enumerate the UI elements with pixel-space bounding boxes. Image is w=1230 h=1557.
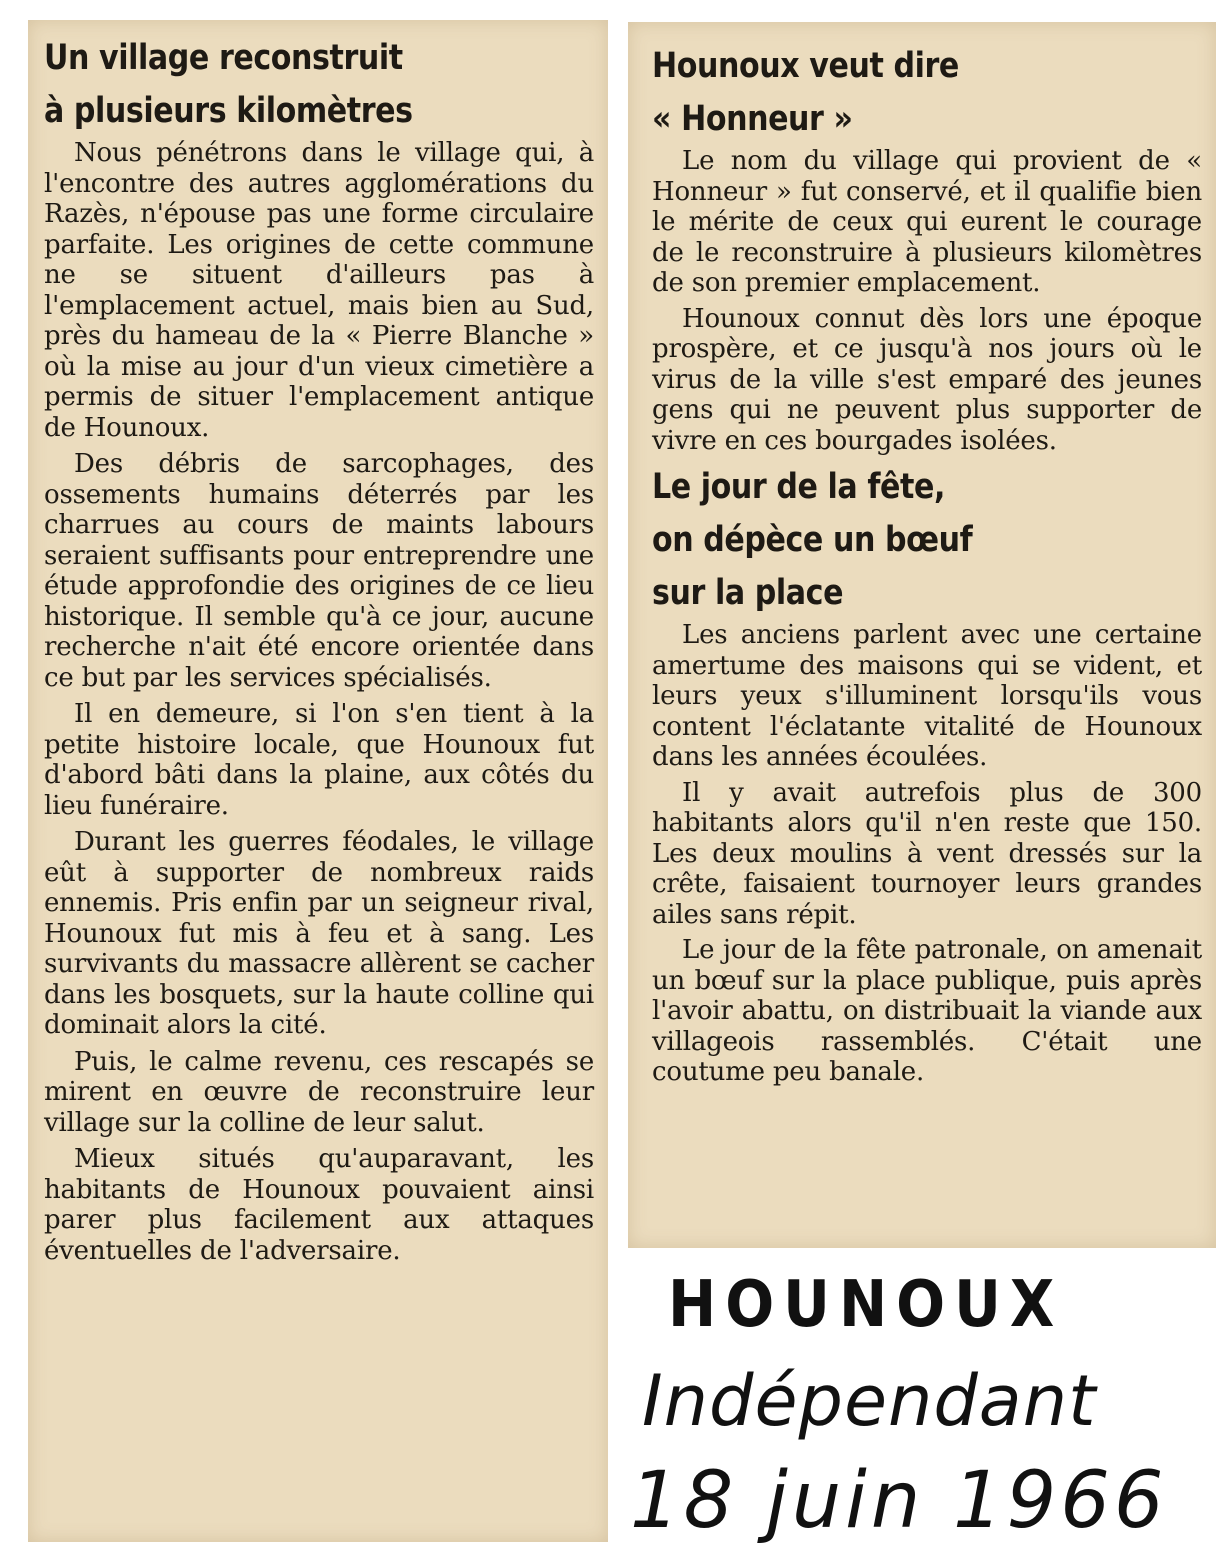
clipping-left [28, 20, 608, 1542]
clipping-right [628, 22, 1216, 1248]
paragraph: Des débris de sarcophages, des ossements humains déterrés par les charrues au cours de maints labours seraient suffisants pour entreprendre une étude approfondie des origines de ce lieu historique. Il semble qu'à ce jour, aucune recherche n'ait été encore orientée dans ce but par les services spécialisés. [44, 449, 594, 693]
headline-left-line-1: Un village reconstruit [44, 38, 403, 78]
paragraph: Hounoux connut dès lors une époque prospère, et ce jusqu'à nos jours où le virus de la ville s'est emparé des jeunes gens qui ne peuvent plus supporter de vivre en ces bourgades isolées. [652, 303, 1202, 456]
headline-right-2-line-1: Le jour de la fête, [652, 467, 945, 507]
handwritten-newspaper: Indépendant [642, 1360, 1097, 1442]
headline-right-1-line-1: Hounoux veut dire [652, 46, 959, 86]
paragraph: Les anciens parlent avec une certaine amertume des maisons qui se vident, et leurs yeux s'illuminent lorsqu'ils vous content l'éclatante vitalité de Hounoux dans les années écoulées. [652, 620, 1202, 772]
paragraph: Durant les guerres féodales, le village eût à supporter de nombreux raids ennemis. Pris enfin par un seigneur rival, Hounoux fut mis à feu et à sang. Les survivants du massacre allèrent se cacher dans les bosquets, sur la haute colline qui dominait alors la cité. [44, 827, 594, 1040]
paragraph: Il y avait autrefois plus de 300 habitants alors qu'il n'en reste que 150. Les deux moulins à vent dressés sur la crête, faisaient tournoyer leurs grandes ailes sans répit. [652, 777, 1202, 930]
headline-right-1-line-2: « Honneur » [652, 99, 853, 139]
paragraph: Le nom du village qui provient de « Honneur » fut conservé, et il qualifie bien le mérite de ceux qui eurent le courage de le reconstruire à plusieurs kilomètres de son premier emplacement. [652, 146, 1202, 298]
headline-right-2-line-2: on dépèce un bœuf [652, 520, 973, 560]
headline-left-line-2: à plusieurs kilomètres [44, 91, 413, 131]
handwritten-place: HOUNOUX [668, 1268, 1064, 1342]
headline-right-2-line-3: sur la place [652, 573, 844, 613]
paragraph: Nous pénétrons dans le village qui, à l'encontre des autres agglomérations du Razès, n'épouse pas une forme circulaire parfaite. Les origines de cette commune ne se situent d'ailleurs pas à l'emplacement actuel, mais bien au Sud, près du hameau de la « Pierre Blanche » où la mise au jour d'un vieux cimetière a permis de situer l'emplacement antique de Hounoux. [44, 138, 594, 443]
paragraph: Le jour de la fête patronale, on amenait un bœuf sur la place publique, puis après l'avoir abattu, on distribuait la viande aux villageois rassemblés. C'était une coutume peu banale. [652, 935, 1202, 1087]
handwritten-date: 18 juin 1966 [630, 1456, 1168, 1546]
paragraph: Puis, le calme revenu, ces rescapés se mirent en œuvre de reconstruire leur village sur la colline de leur salut. [44, 1046, 594, 1138]
paragraph: Il en demeure, si l'on s'en tient à la petite histoire locale, que Hounoux fut d'abord bâti dans la plaine, aux côtés du lieu funéraire. [44, 699, 594, 821]
paragraph: Mieux situés qu'auparavant, les habitants de Hounoux pouvaient ainsi parer plus facilement aux attaques éventuelles de l'adversaire. [44, 1144, 594, 1266]
